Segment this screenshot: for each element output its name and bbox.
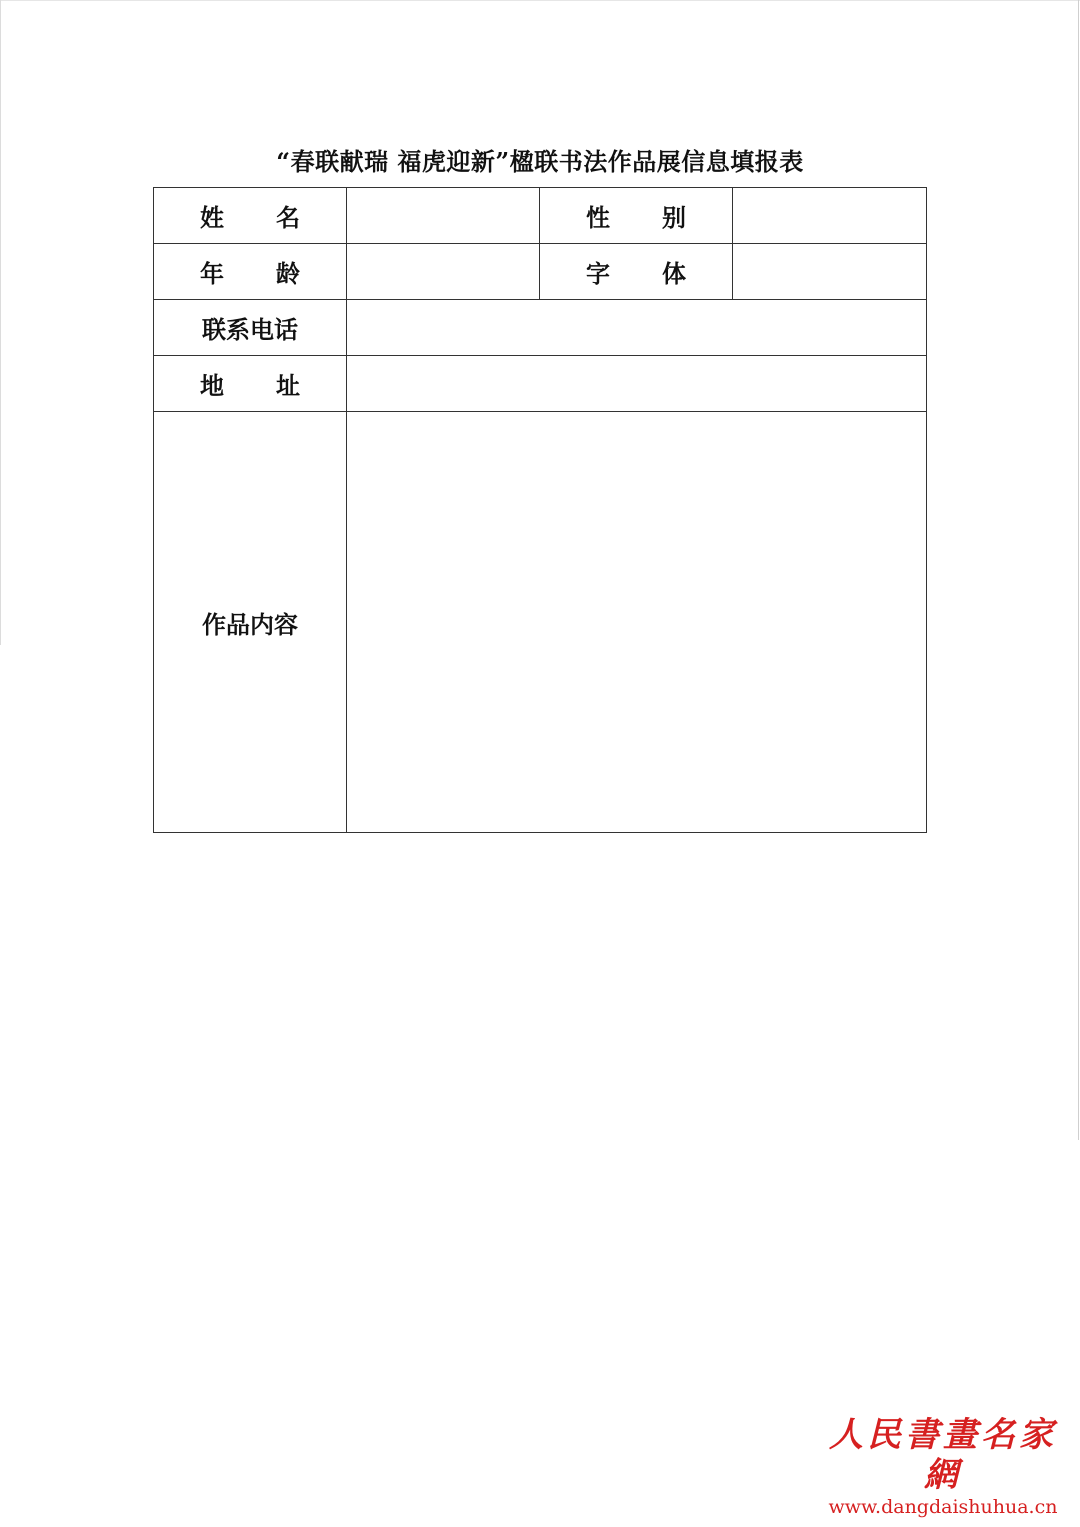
label-font-style — [540, 244, 733, 300]
page-border-top — [0, 0, 1080, 1]
form-row-address — [154, 356, 927, 412]
registration-form-table — [153, 187, 927, 833]
label-gender-char-1: 性 — [586, 203, 610, 232]
gender-field[interactable] — [733, 188, 927, 244]
label-gender-char-2: 别 — [662, 203, 686, 232]
label-name-char-2: 名 — [276, 203, 300, 232]
form-row-name-gender — [154, 188, 927, 244]
label-age-char-2: 龄 — [276, 259, 300, 288]
label-name-char-1: 姓 — [200, 203, 224, 232]
document-title: “春联献瑞 福虎迎新”楹联书法作品展信息填报表 — [276, 147, 804, 176]
label-phone: 联系电话 — [154, 300, 347, 356]
label-gender — [540, 188, 733, 244]
form-row-age-font — [154, 244, 927, 300]
label-address-char-1: 地 — [200, 371, 224, 400]
watermark-site-url: www.dangdaishuhua.cn — [828, 1496, 1058, 1518]
watermark-site-name: 人民書畫名家網 — [829, 1415, 1057, 1495]
label-address — [154, 356, 347, 412]
label-name — [154, 188, 347, 244]
form-row-work-content — [154, 412, 927, 833]
address-field[interactable] — [347, 356, 927, 412]
form-row-phone — [154, 300, 927, 356]
phone-field[interactable] — [347, 300, 927, 356]
label-work-content: 作品内容 — [154, 412, 347, 833]
label-age — [154, 244, 347, 300]
age-field[interactable] — [347, 244, 540, 300]
label-age-char-1: 年 — [200, 259, 224, 288]
font-style-field[interactable] — [733, 244, 927, 300]
name-field[interactable] — [347, 188, 540, 244]
label-address-char-2: 址 — [276, 371, 300, 400]
label-font-style-char-2: 体 — [662, 259, 686, 288]
site-watermark — [818, 1415, 1068, 1519]
label-font-style-char-1: 字 — [586, 259, 610, 288]
page-border-left — [0, 0, 1, 645]
work-content-field[interactable] — [347, 412, 927, 833]
